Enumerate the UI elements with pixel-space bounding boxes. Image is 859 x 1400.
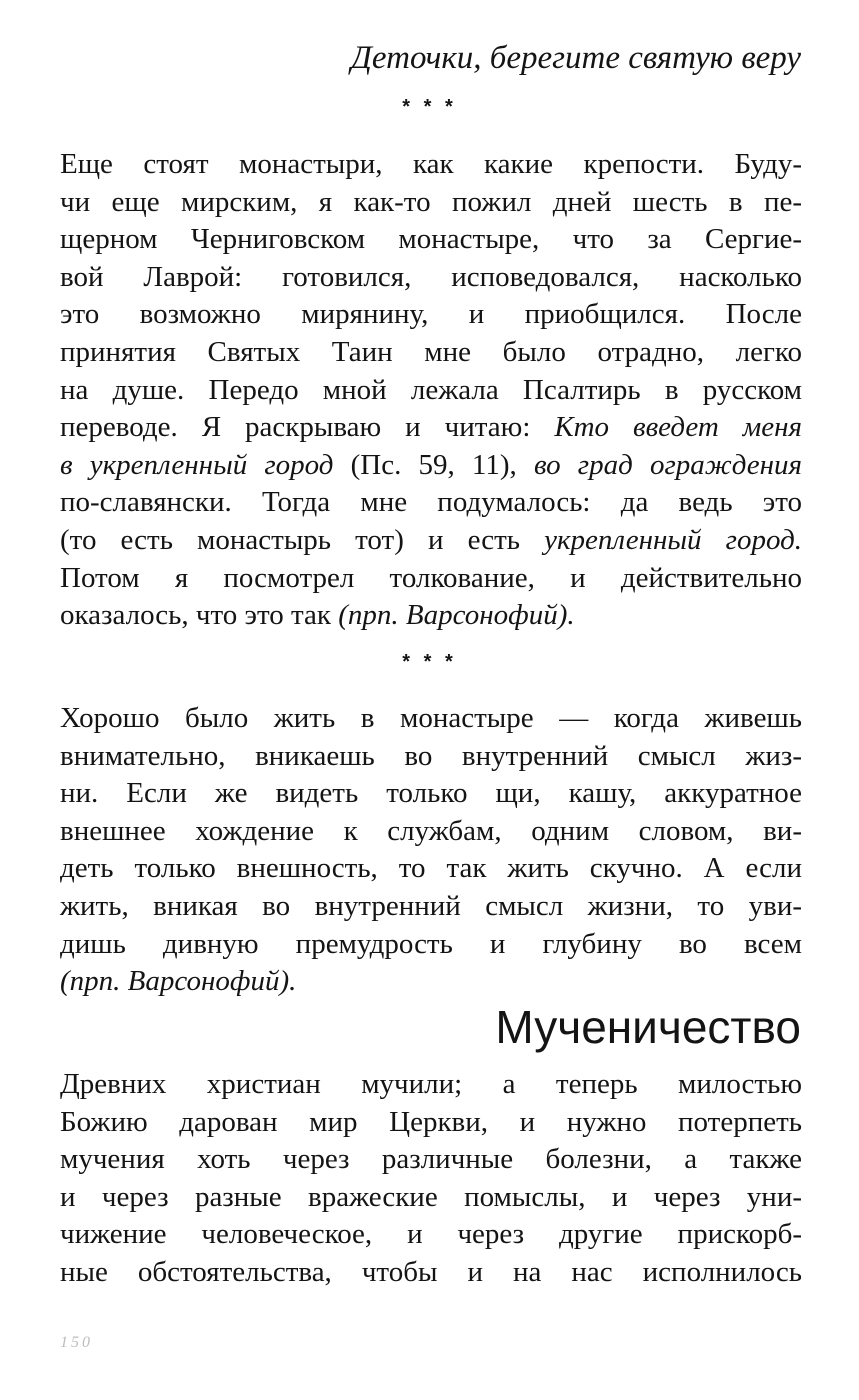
paragraph-martyrdom [60,1066,802,1292]
text-line: ни. Если же видеть только щи, кашу, аккуратное [60,777,802,810]
text-line: щерном Черниговском монастыре, что за Сергие- [60,223,802,256]
section-separator: * * * [402,96,457,118]
text-line: (то есть монастырь тот) и есть укрепленный город. [60,523,802,556]
text-line: Потом я посмотрел толкование, и действительно [60,561,802,594]
text-line: Еще стоят монастыри, как какие крепости. Буду- [60,148,802,180]
text-line: по-славянски. Тогда мне подумалось: да ведь это [60,486,802,519]
text-line: вой Лаврой: готовился, исповедовался, насколько [60,260,802,293]
text-line: ные обстоятельства, чтобы и на нас исполнилось [60,1255,802,1288]
page-number: 150 [60,1334,93,1351]
text-line: дишь дивную премудрость и глубину во всем [60,927,802,960]
chapter-title: Мученичество [495,1001,801,1053]
text-line: чижение человеческое, и через другие прискорб- [60,1218,802,1251]
author-attribution: (прп. Варсонофий). [60,965,297,998]
text-line: в укрепленный город (Пс. 59, 11), во град ограждения [60,448,802,481]
text-line: Божию дарован мир Церкви, и нужно потерпеть [60,1105,802,1138]
author-attribution: (прп. Варсонофий). [338,599,575,632]
text-line: деть только внешность, то так жить скучно. А если [60,852,802,885]
text-line: и через разные вражеские помыслы, и через уни- [60,1180,802,1213]
scripture-quote: в укрепленный город [60,448,334,481]
text-line: переводе. Я раскрываю и читаю: Кто введет меня [60,411,802,444]
paragraph-monastery-life [60,700,802,1001]
scripture-quote: укрепленный город. [544,523,802,556]
text-line: Древних христиан мучили; а теперь милостью [60,1068,802,1100]
text-line: это возможно мирянину, и приобщился. После [60,298,802,331]
text-line: чи еще мирским, я как-то пожил дней шесть в пе- [60,185,802,218]
text-line: на душе. Передо мной лежала Псалтирь в русском [60,373,802,406]
text-line: принятия Святых Таин мне было отрадно, легко [60,335,802,368]
scripture-quote: во град ограждения [533,448,802,481]
text-line: внешнее хождение к службам, одним словом, ви- [60,814,802,847]
text-line: жить, вникая во внутренний смысл жизни, то уви- [60,889,802,922]
section-separator: * * * [402,651,457,673]
text-line: мучения хоть через различные болезни, а также [60,1143,802,1176]
running-header: Деточки, берегите святую веру [350,40,801,76]
paragraph-monasteries-fortresses [60,146,802,635]
text-line: внимательно, вникаешь во внутренний смысл жиз- [60,739,802,772]
text-line: оказалось, что это так (прп. Варсонофий). [60,599,575,632]
text-line: Хорошо было жить в монастыре — когда живешь [60,702,802,734]
scripture-quote: Кто введет меня [554,411,802,444]
